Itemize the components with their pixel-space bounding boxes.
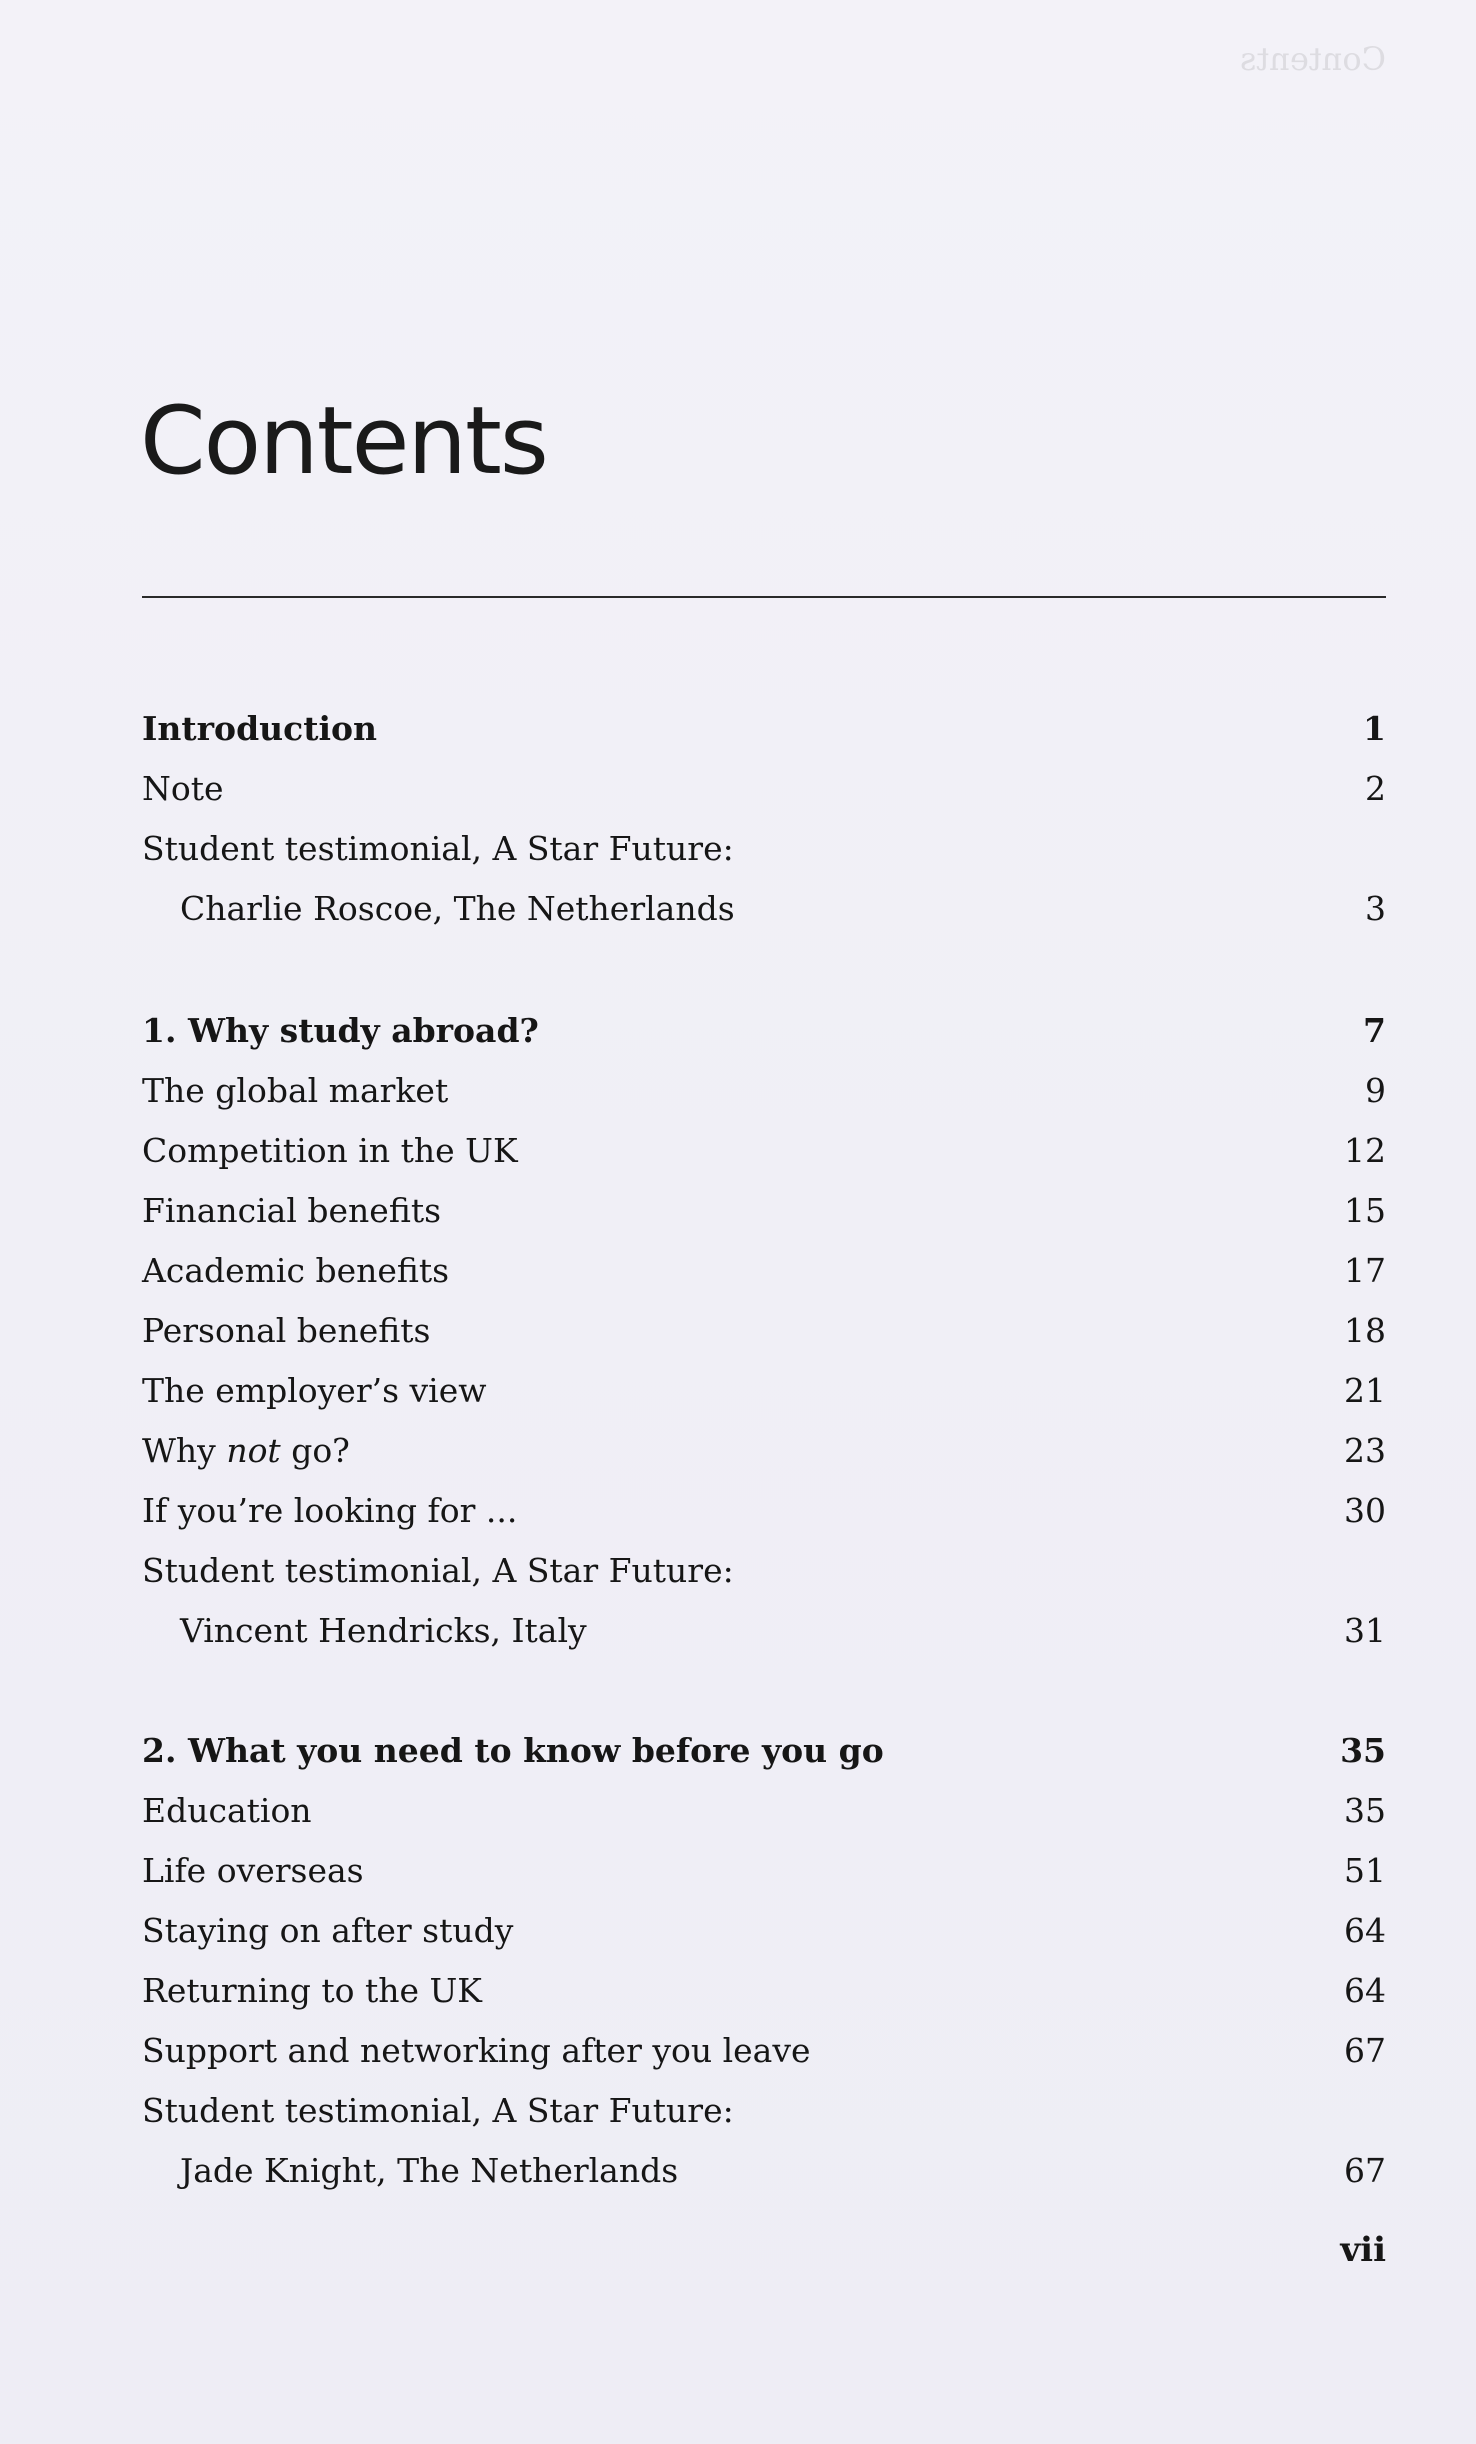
page-number: vii	[1340, 2230, 1386, 2270]
toc-entry-note[interactable]	[142, 765, 1386, 813]
toc-entry-page: 21	[1344, 1371, 1386, 1410]
toc-entry-chapter-1[interactable]	[142, 1007, 1386, 1055]
toc-entry-charlie-roscoe[interactable]	[142, 885, 1386, 933]
toc-entry-label: Returning to the UK	[142, 1971, 482, 2010]
toc-entry-label: Competition in the UK	[142, 1131, 518, 1170]
toc-entry-page: 17	[1344, 1251, 1386, 1290]
toc-entry-label: Why not go?	[142, 1431, 350, 1470]
toc-entry-education[interactable]	[142, 1787, 1386, 1835]
toc-entry-personal-benefits[interactable]	[142, 1307, 1386, 1355]
toc-entry-page: 18	[1344, 1311, 1386, 1350]
toc-entry-label: Financial benefits	[142, 1191, 442, 1230]
toc-entry-label: Vincent Hendricks, Italy	[180, 1611, 587, 1650]
toc-entry-why-not-go[interactable]	[142, 1427, 1386, 1475]
toc-entry-page: 2	[1365, 769, 1386, 808]
toc-entry-label: 2. What you need to know before you go	[142, 1731, 884, 1770]
toc-entry-label: Education	[142, 1791, 312, 1830]
toc-entry-testimonial-heading[interactable]	[142, 1547, 1386, 1595]
toc-entry-page: 67	[1344, 2031, 1386, 2070]
toc-entry-label: Charlie Roscoe, The Netherlands	[180, 889, 735, 928]
toc-entry-label: Staying on after study	[142, 1911, 514, 1950]
toc-entry-label: Introduction	[142, 709, 378, 748]
toc-entry-page: 51	[1344, 1851, 1386, 1890]
toc-entry-financial-benefits[interactable]	[142, 1187, 1386, 1235]
toc-entry-chapter-2[interactable]	[142, 1727, 1386, 1775]
toc-entry-label: The global market	[142, 1071, 449, 1110]
toc-entry-page: 64	[1344, 1911, 1386, 1950]
toc-entry-label: Support and networking after you leave	[142, 2031, 811, 2070]
toc-entry-page: 64	[1344, 1971, 1386, 2010]
toc-entry-global-market[interactable]	[142, 1067, 1386, 1115]
toc-entry-looking-for[interactable]	[142, 1487, 1386, 1535]
toc-entry-label: Personal benefits	[142, 1311, 431, 1350]
toc-entry-label: Student testimonial, A Star Future:	[142, 829, 734, 868]
toc-entry-staying-on[interactable]	[142, 1907, 1386, 1955]
toc-entry-page: 31	[1344, 1611, 1386, 1650]
toc-entry-jade-knight[interactable]	[142, 2147, 1386, 2195]
toc-entry-page: 35	[1344, 1791, 1386, 1830]
emphasis-text: not	[226, 1431, 281, 1470]
toc-entry-page: 30	[1344, 1491, 1386, 1530]
toc-entry-competition-uk[interactable]	[142, 1127, 1386, 1175]
toc-entry-page: 9	[1365, 1071, 1386, 1110]
toc-entry-label: Academic benefits	[142, 1251, 450, 1290]
toc-entry-label: If you’re looking for ...	[142, 1491, 518, 1530]
toc-entry-page: 1	[1363, 709, 1386, 748]
toc-entry-label: Student testimonial, A Star Future:	[142, 2091, 734, 2130]
toc-entry-testimonial-heading[interactable]	[142, 2087, 1386, 2135]
show-through-header: Contents	[1239, 40, 1386, 78]
page-title: Contents	[140, 387, 547, 496]
toc-entry-returning-uk[interactable]	[142, 1967, 1386, 2015]
toc-entry-label: The employer’s view	[142, 1371, 487, 1410]
toc-entry-page: 23	[1344, 1431, 1386, 1470]
toc-entry-label: Life overseas	[142, 1851, 364, 1890]
title-rule	[142, 596, 1386, 598]
toc-entry-page: 3	[1365, 889, 1386, 928]
toc-entry-page: 35	[1340, 1731, 1386, 1770]
toc-entry-page: 67	[1344, 2151, 1386, 2190]
toc-entry-page: 15	[1344, 1191, 1386, 1230]
toc-entry-employers-view[interactable]	[142, 1367, 1386, 1415]
toc-entry-life-overseas[interactable]	[142, 1847, 1386, 1895]
toc-entry-label: 1. Why study abroad?	[142, 1011, 539, 1050]
toc-entry-label: Note	[142, 769, 224, 808]
toc-entry-academic-benefits[interactable]	[142, 1247, 1386, 1295]
toc-entry-vincent-hendricks[interactable]	[142, 1607, 1386, 1655]
toc-entry-label: Jade Knight, The Netherlands	[180, 2151, 679, 2190]
toc-entry-label: Student testimonial, A Star Future:	[142, 1551, 734, 1590]
toc-entry-support-networking[interactable]	[142, 2027, 1386, 2075]
toc-entry-introduction[interactable]	[142, 705, 1386, 753]
toc-entry-page: 7	[1363, 1011, 1386, 1050]
toc-entry-testimonial-heading[interactable]	[142, 825, 1386, 873]
toc-entry-page: 12	[1344, 1131, 1386, 1170]
